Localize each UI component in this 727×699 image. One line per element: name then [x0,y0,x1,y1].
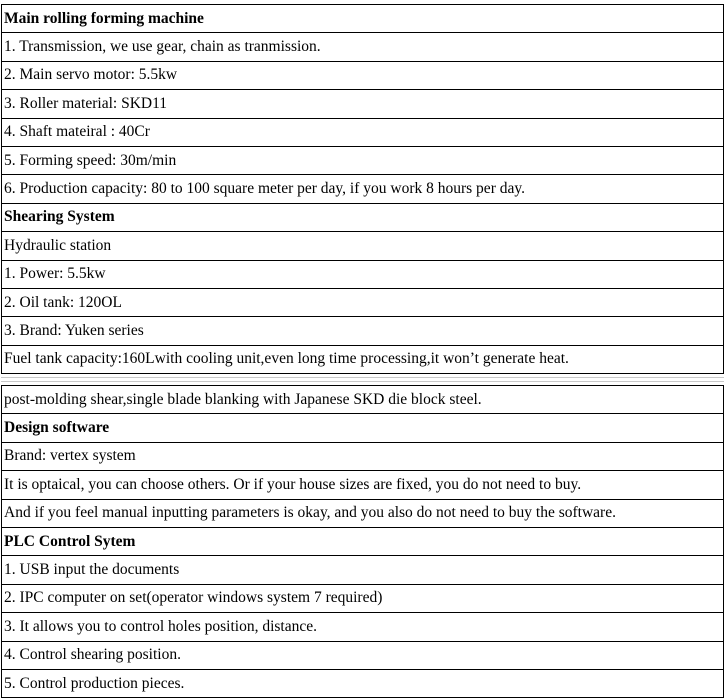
table-row: 4. Control shearing position. [2,642,723,670]
table-row: Fuel tank capacity:160Lwith cooling unit,even long time processing,it won’t generate heat. [2,346,723,374]
spec-table-bottom [1,385,724,698]
table-row: 3. Roller material: SKD11 [2,90,723,118]
table-row: And if you feel manual inputting parameters is okay, and you also do not need to buy the software. [2,500,723,528]
table-row-heading: PLC Control Sytem [2,528,723,556]
table-row: Hydraulic station [2,232,723,260]
table-row-heading: Design software [2,414,723,442]
page-break-gap [0,374,727,385]
table-row: 6. Production capacity: 80 to 100 square meter per day, if you work 8 hours per day. [2,175,723,203]
table-row: 2. Oil tank: 120OL [2,289,723,317]
table-row: 5. Control production pieces. [2,670,723,698]
table-row: 2. Main servo motor: 5.5kw [2,62,723,90]
table-row: 3. It allows you to control holes position, distance. [2,613,723,641]
table-row: 1. USB input the documents [2,556,723,584]
page-break-line [1,381,724,382]
table-row: Brand: vertex system [2,443,723,471]
table-row-heading: Main rolling forming machine [2,5,723,33]
table-row: 1. Power: 5.5kw [2,261,723,289]
table-row: 2. IPC computer on set(operator windows system 7 required) [2,585,723,613]
table-row: 5. Forming speed: 30m/min [2,147,723,175]
spec-table-top [1,4,724,374]
table-row: 4. Shaft mateiral : 40Cr [2,119,723,147]
table-row: 3. Brand: Yuken series [2,317,723,345]
page-break-line [1,377,724,378]
table-row-heading: Shearing System [2,204,723,232]
table-row: post-molding shear,single blade blanking with Japanese SKD die block steel. [2,386,723,414]
table-row: It is optaical, you can choose others. Or if your house sizes are fixed, you do not need to buy. [2,471,723,499]
table-row: 1. Transmission, we use gear, chain as tranmission. [2,33,723,61]
